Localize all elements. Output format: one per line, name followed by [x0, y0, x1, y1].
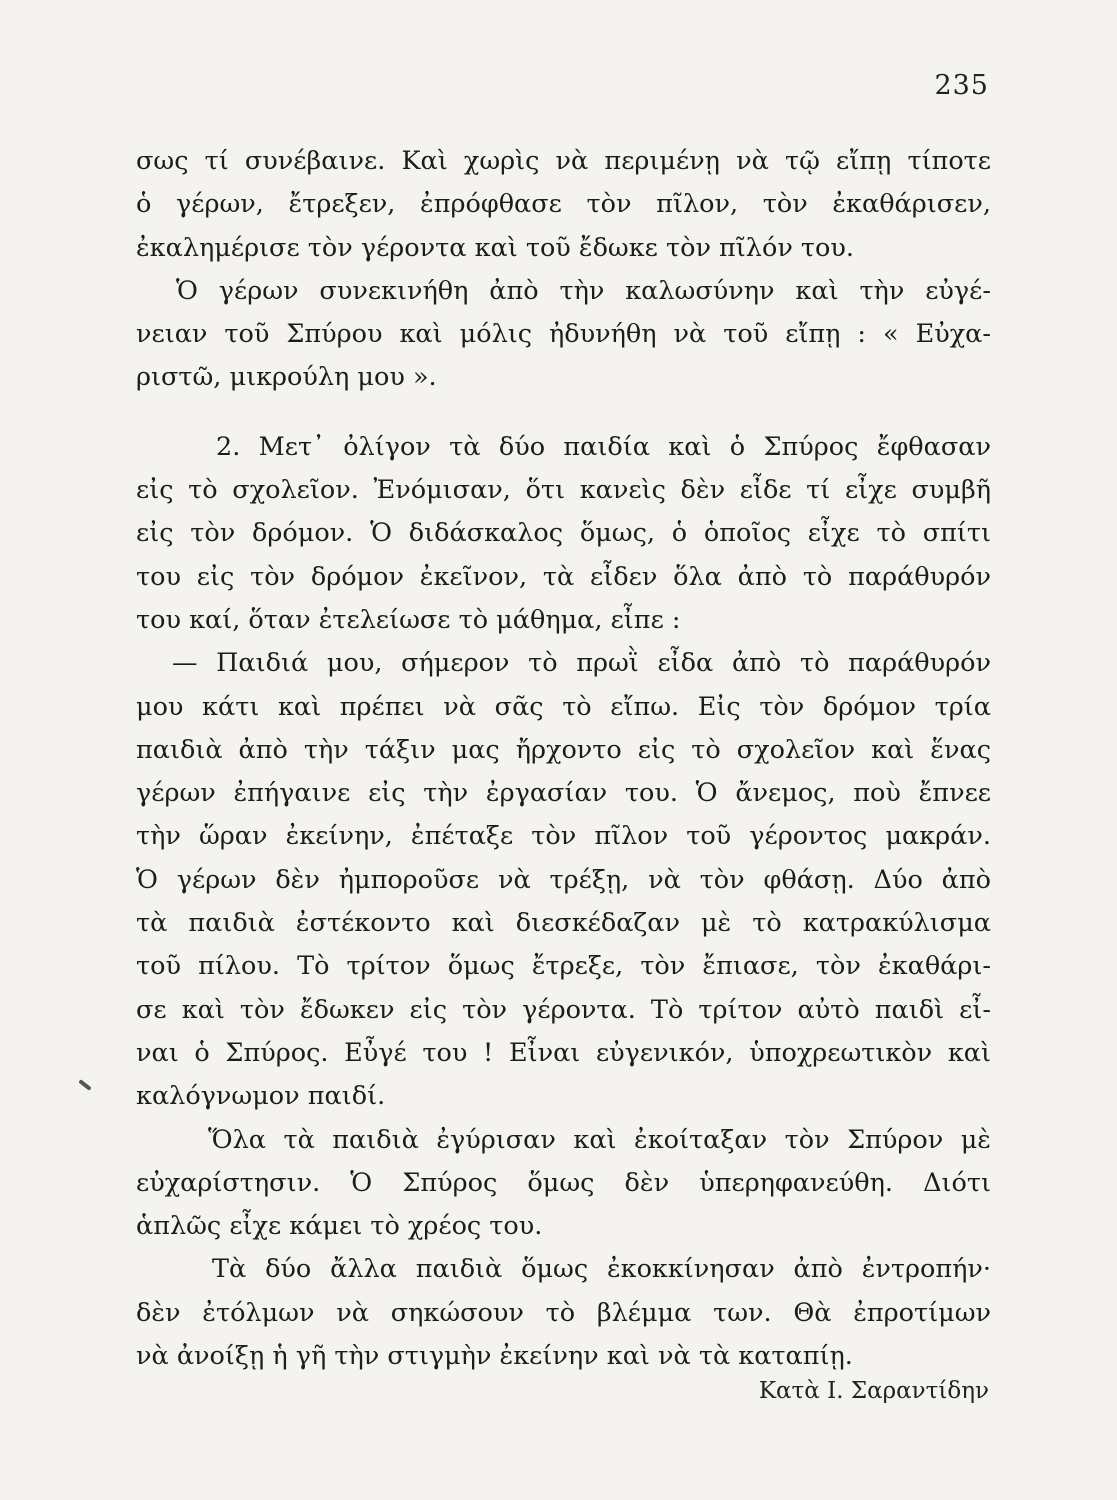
paragraph-3 — [136, 426, 991, 642]
text-line: ριστῶ, μικρούλη μου ». — [136, 362, 437, 393]
text-line: του εἰς τὸν δρόμον ἐκεῖνον, τὰ εἶδεν ὅλα ἀπὸ τὸ παράθυρόν — [136, 561, 991, 592]
paragraph-2 — [136, 270, 991, 400]
paragraph-4 — [136, 642, 991, 1118]
text-line: ναι ὁ Σπύρος. Εὖγέ του ! Εἶναι εὐγενικόν, ὑποχρεωτικὸν καὶ — [136, 1037, 991, 1068]
text-line: γέρων ἐπήγαινε εἰς τὴν ἐργασίαν του. Ὁ ἄνεμος, ποὺ ἔπνεε — [136, 778, 991, 809]
paragraph-6 — [136, 1248, 991, 1378]
text-line: Ὁ γέρων συνεκινήθη ἀπὸ τὴν καλωσύνην καὶ τὴν εὐγέ- — [176, 275, 991, 306]
text-line: εὐχαρίστησιν. Ὁ Σπύρος ὅμως δὲν ὑπερηφανεύθη. Διότι — [136, 1167, 991, 1198]
text-line: σως τί συνέβαινε. Καὶ χωρὶς νὰ περιμένῃ νὰ τῷ εἴπῃ τίποτε — [136, 146, 991, 176]
text-line: νειαν τοῦ Σπύρου καὶ μόλις ἠδυνήθη νὰ τοῦ εἴπῃ : « Εὐχα- — [136, 319, 991, 350]
text-line: τοῦ πίλου. Τὸ τρίτον ὅμως ἔτρεξε, τὸν ἔπιασε, τὸν ἐκαθάρι- — [136, 951, 991, 982]
body-text — [136, 140, 991, 1378]
paragraph-1 — [136, 140, 991, 270]
text-line: εἰς τὸν δρόμον. Ὁ διδάσκαλος ὅμως, ὁ ὁποῖος εἶχε τὸ σπίτι — [136, 518, 991, 549]
text-line: Τὰ δύο ἄλλα παιδιὰ ὅμως ἐκοκκίνησαν ἀπὸ ἐντροπήν· — [212, 1254, 991, 1285]
text-line: Ὁ γέρων δὲν ἠμποροῦσε νὰ τρέξῃ, νὰ τὸν φθάσῃ. Δύο ἀπὸ — [136, 864, 991, 895]
text-line: σε καὶ τὸν ἔδωκεν εἰς τὸν γέροντα. Τὸ τρίτον αὐτὸ παιδὶ εἶ- — [136, 994, 991, 1025]
text-line: καλόγνωμον παιδί. — [136, 1081, 386, 1112]
ink-mark — [78, 1079, 91, 1091]
text-line: ἁπλῶς εἶχε κάμει τὸ χρέος του. — [136, 1211, 543, 1242]
text-line: μου κάτι καὶ πρέπει νὰ σᾶς τὸ εἴπω. Εἰς τὸν δρόμον τρία — [136, 691, 991, 722]
text-line: εἰς τὸ σχολεῖον. Ἐνόμισαν, ὅτι κανεὶς δὲν εἶδε τί εἶχε συμβῆ — [136, 475, 991, 506]
text-line: τὰ παιδιὰ ἐστέκοντο καὶ διεσκέδαζαν μὲ τὸ κατρακύλισμα — [136, 908, 991, 939]
text-line: δὲν ἐτόλμων νὰ σηκώσουν τὸ βλέμμα των. Θὰ ἐπροτίμων — [136, 1297, 991, 1328]
text-line: — Παιδιά μου, σήμερον τὸ πρωῒ εἶδα ἀπὸ τὸ παράθυρόν — [172, 648, 991, 679]
text-line: του καί, ὅταν ἐτελείωσε τὸ μάθημα, εἶπε : — [136, 604, 681, 635]
text-line: ἐκαλημέρισε τὸν γέροντα καὶ τοῦ ἔδωκε τὸν πῖλόν του. — [136, 232, 854, 263]
text-line: Ὅλα τὰ παιδιὰ ἐγύρισαν καὶ ἐκοίταξαν τὸν Σπύρον μὲ — [208, 1124, 991, 1155]
text-line: ὁ γέρων, ἔτρεξεν, ἐπρόφθασε τὸν πῖλον, τὸν ἐκαθάρισεν, — [136, 189, 991, 220]
text-line: 2. Μετ᾽ ὀλίγον τὰ δύο παιδία καὶ ὁ Σπύρος ἔφθασαν — [216, 431, 991, 462]
attribution: Κατὰ Ι. Σαραντίδην — [758, 1378, 989, 1404]
paragraph-5 — [136, 1119, 991, 1249]
text-line: τὴν ὥραν ἐκείνην, ἐπέταξε τὸν πῖλον τοῦ γέροντος μακράν. — [136, 821, 991, 852]
text-line: νὰ ἀνοίξῃ ἡ γῆ τὴν στιγμὴν ἐκείνην καὶ νὰ τὰ καταπίῃ. — [136, 1341, 853, 1372]
page-number: 235 — [934, 70, 989, 101]
text-line: παιδιὰ ἀπὸ τὴν τάξιν μας ἤρχοντο εἰς τὸ σχολεῖον καὶ ἕνας — [136, 734, 991, 765]
